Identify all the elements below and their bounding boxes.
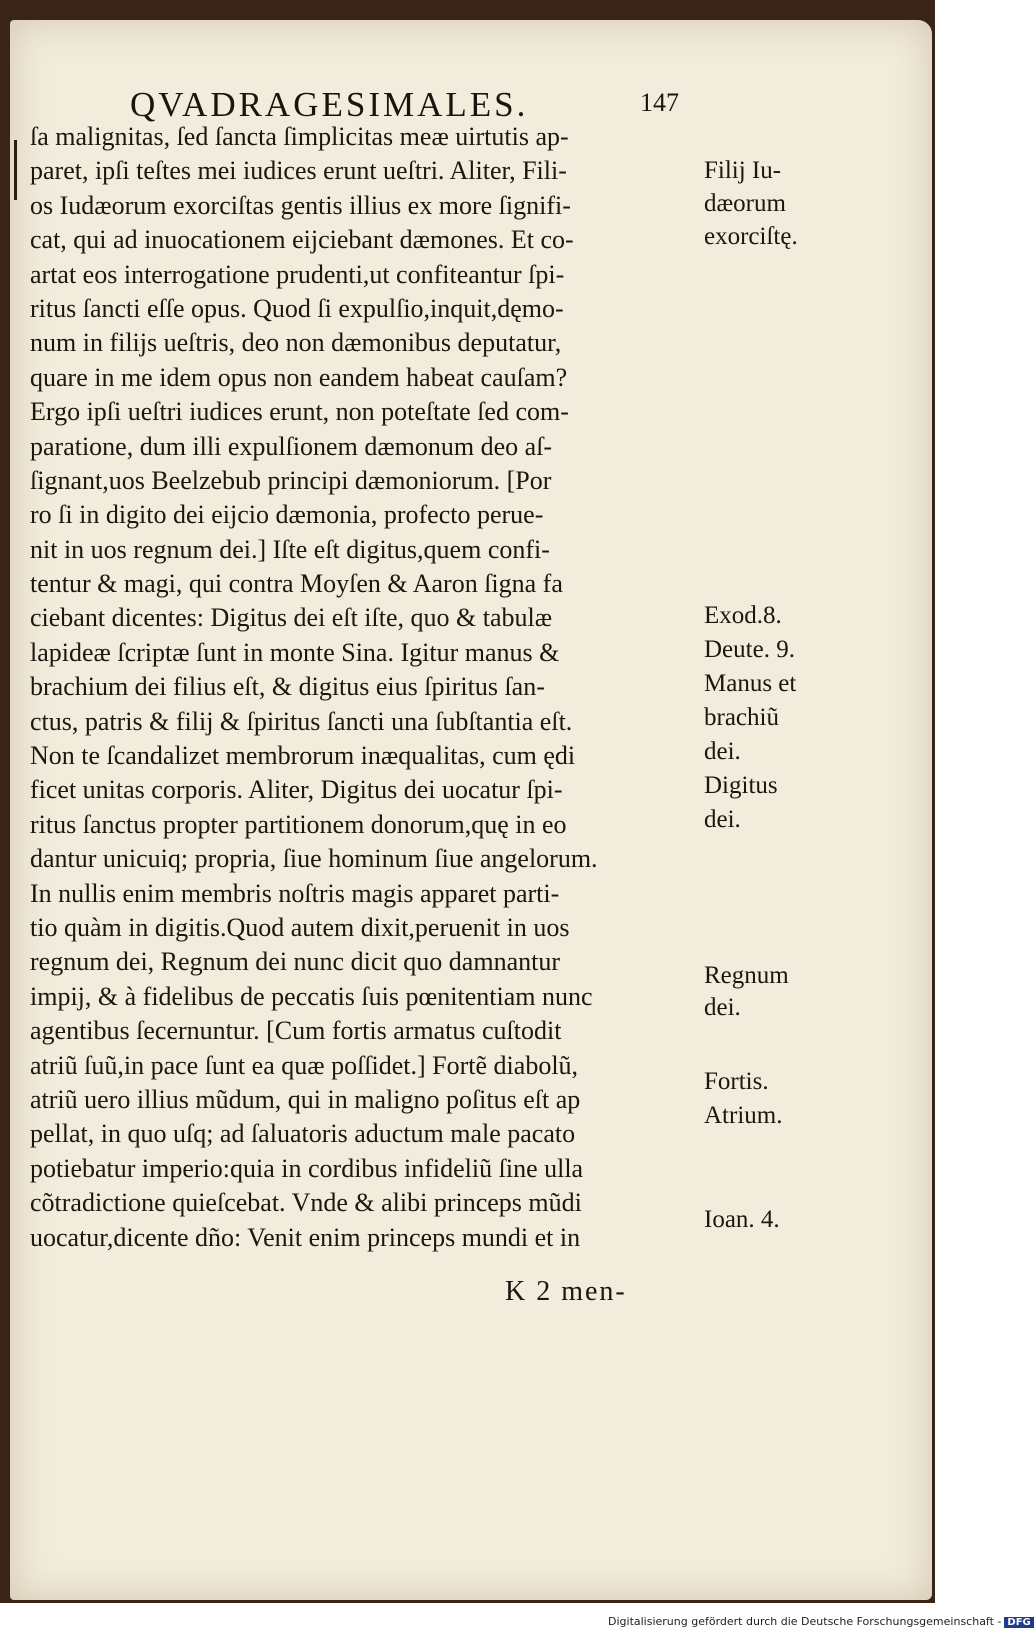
text-line: ctus, patris & filij & ſpiritus ſancti una ſubſtantia eſt. [30,706,573,736]
margin-note: dei. [704,806,741,833]
text-line: paret, ipſi teſtes mei iudices erunt ueſtri. Aliter, Fili- [30,156,567,186]
margin-note: dæorum [704,190,786,217]
margin-note: Deute. 9. [704,636,795,663]
text-line: ritus ſancti eſſe opus. Quod ſi expulſio,inquit,dęmo- [30,293,564,323]
text-line: ficet unitas corporis. Aliter, Digitus dei uocatur ſpi- [30,775,563,805]
margin-note: Digitus [704,772,778,799]
text-line: nit in uos regnum dei.] Iſte eſt digitus,quem confi- [30,534,550,564]
text-line: In nullis enim membris noſtris magis apparet parti- [30,878,560,908]
text-line: cat, qui ad inuocationem eijciebant dæmones. Et co- [30,225,574,255]
text-line: potiebatur imperio:quia in cordibus infideliũ ſine ulla [30,1153,584,1183]
text-line: brachium dei filius eſt, & digitus eius ſpiritus ſan- [30,672,545,702]
dfg-logo-icon: DFG [1004,1617,1033,1628]
text-line: ritus ſanctus propter partitionem donorum,quę in eo [30,809,567,839]
catchword: K 2 men- [505,1276,627,1307]
page-number: 147 [640,88,679,117]
text-line: tio quàm in digitis.Quod autem dixit,peruenit in uos [30,912,570,942]
text-line: impij, & à fidelibus de peccatis ſuis pœnitentiam nunc [30,981,593,1011]
margin-note: Manus et [704,670,797,697]
margin-note: Regnum [704,962,789,989]
margin-note: brachiũ [704,704,779,731]
text-line: regnum dei, Regnum dei nunc dicit quo damnantur [30,947,560,977]
text-line: pellat, in quo uſq; ad ſaluatoris aductum male pacato [30,1119,576,1149]
margin-note: dei. [704,994,741,1021]
body-text [30,120,710,1255]
margin-note: Atrium. [704,1102,783,1129]
text-line: Non te ſcandalizet membrorum inæqualitas, cum ędi [30,741,576,771]
text-line: os Iudæorum exorciſtas gentis illius ex more ſignifi- [30,190,571,220]
margin-note: exorciſtę. [704,223,798,250]
margin-note: Fortis. [704,1068,769,1095]
text-line: uocatur,dicente dño: Venit enim princeps mundi et in [30,1222,581,1252]
text-line: ro ſi in digito dei eijcio dæmonia, profecto perue- [30,500,544,530]
text-line: ciebant dicentes: Digitus dei eſt iſte, quo & tabulæ [30,603,553,633]
text-line: ſignant,uos Beelzebub principi dæmoniorum. [Por [30,465,552,495]
margin-note: Ioan. 4. [704,1206,780,1233]
text-line: quare in me idem opus non eandem habeat cauſam? [30,362,568,392]
text-line: num in filijs ueſtris, deo non dæmonibus deputatur, [30,328,562,358]
running-head: QVADRAGESIMALES. [130,85,529,124]
text-line: dantur unicuiq; propria, ſiue hominum ſiue angelorum. [30,844,598,874]
margin-note: Filij Iu- [704,157,782,184]
text-line: agentibus ſecernuntur. [Cum fortis armatus cuſtodit [30,1016,562,1046]
text-line: atriũ uero illius mũdum, qui in maligno poſitus eſt ap [30,1084,581,1114]
text-line: lapideæ ſcriptæ ſunt in monte Sina. Igitur manus & [30,637,560,667]
text-line: Ergo ipſi ueſtri iudices erunt, non poteſtate ſed com- [30,397,569,427]
footer-text: Digitalisierung gefördert durch die Deutsche Forschungsgemeinschaft - [608,1615,1002,1628]
margin-note: dei. [704,738,741,765]
text-line: paratione, dum illi expulſionem dæmonum deo aſ- [30,431,553,461]
text-line: ſa malignitas, ſed ſancta ſimplicitas meæ uirtutis ap- [30,122,569,151]
text-line: artat eos interrogatione prudenti,ut confiteantur ſpi- [30,259,565,289]
text-line: cõtradictione quieſcebat. Vnde & alibi princeps mũdi [30,1188,582,1218]
text-line: atriũ ſuũ,in pace ſunt ea quæ poſſidet.] Fortẽ diabolũ, [30,1050,579,1080]
footer-credit [608,1615,1034,1628]
gutter-mark [14,140,17,200]
margin-note: Exod.8. [704,602,782,629]
text-line: tentur & magi, qui contra Moyſen & Aaron ſigna fa [30,569,563,599]
